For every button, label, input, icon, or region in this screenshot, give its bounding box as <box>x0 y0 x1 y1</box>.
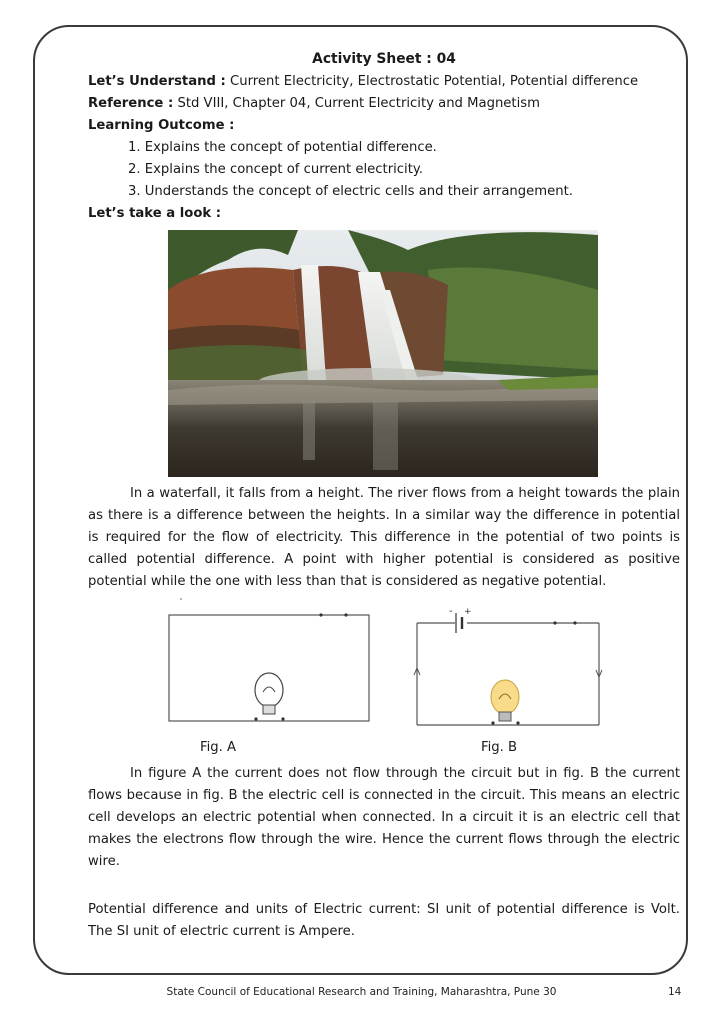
figure-b-caption: Fig. B <box>481 740 518 755</box>
paragraph-waterfall: In a waterfall, it falls from a height. The river flows from a height towards the plain as there is a difference between the heights. In a similar way the difference in potential is required for the flow of electricity. This difference in the potential of two points is called potential difference. A point with higher potential is considered as positive potential while the one with less than that is considered as negative potential. <box>88 486 680 589</box>
paragraph-circuit: In figure A the current does not flow through the circuit but in fig. B the current flows because in fig. B the electric cell is connected in the circuit. This means an electric cell develops an electric potential when connected. In a circuit it is an electric cell that makes the electrons flow through the wire. Hence the current flows through the electric wire. <box>88 766 680 869</box>
sheet-title: Activity Sheet : 04 <box>312 51 456 67</box>
look-label: Let’s take a look : <box>88 206 222 221</box>
outcome-item: 3. Understands the concept of electric cells and their arrangement. <box>128 184 573 199</box>
cell-minus-sign: - <box>449 606 453 617</box>
figure-a-circuit <box>166 598 372 723</box>
reference-text: Std VIII, Chapter 04, Current Electricity and Magnetism <box>173 96 540 111</box>
cell-plus-sign: + <box>464 607 472 617</box>
understand-text: Current Electricity, Electrostatic Potential, Potential difference <box>225 74 639 89</box>
outcome-item: 2. Explains the concept of current electricity. <box>128 162 423 177</box>
reference-label: Reference : <box>88 96 174 111</box>
reference-line <box>88 93 680 115</box>
learning-outcome-label: Learning Outcome : <box>88 118 235 133</box>
figure-a-caption: Fig. A <box>200 740 237 755</box>
understand-line <box>88 71 680 93</box>
waterfall-photo <box>168 230 598 477</box>
header-section <box>88 48 680 225</box>
understand-label: Let’s Understand : <box>88 74 226 89</box>
page-number: 14 <box>668 986 682 998</box>
paragraph-units: Potential difference and units of Electric current: SI unit of potential difference is Volt. The SI unit of electric current is Ampere. <box>88 902 680 939</box>
outcome-item: 1. Explains the concept of potential difference. <box>128 140 437 155</box>
page-footer: State Council of Educational Research and Training, Maharashtra, Pune 30 <box>166 986 557 998</box>
figure-b-circuit <box>410 605 605 728</box>
